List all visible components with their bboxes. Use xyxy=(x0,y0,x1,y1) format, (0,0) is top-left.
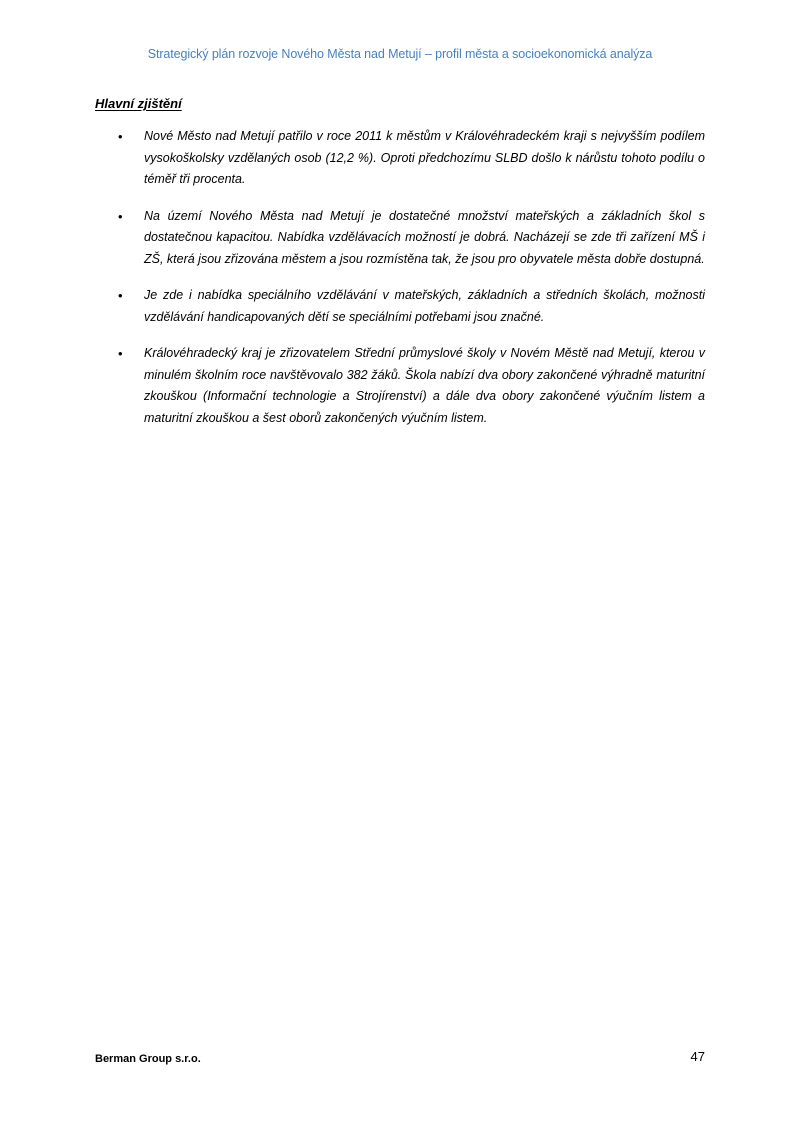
section-heading: Hlavní zjištění xyxy=(95,96,182,111)
finding-text: Nové Město nad Metují patřilo v roce 2011 k městům v Královéhradeckém kraji s nejvyšším podílem vysokoškolsky vzdělaných osob (12,2 %). Oproti předchozímu SLBD došlo k nárůstu tohoto podílu o téměř tři procenta. xyxy=(144,129,705,186)
bullet-icon: • xyxy=(118,288,123,303)
list-item xyxy=(95,206,705,271)
running-header: Strategický plán rozvoje Nového Města nad Metují – profil města a socioekonomická analýza xyxy=(147,47,653,61)
footer-company: Berman Group s.r.o. xyxy=(95,1053,201,1065)
list-item xyxy=(95,285,705,328)
finding-text: Na území Nového Města nad Metují je dostatečné množství mateřských a základních škol s dostatečnou kapacitou. Nabídka vzdělávacích možností je dobrá. Nacházejí se zde tři zařízení MŠ i ZŠ, která jsou zřizována městem a jsou rozmístěna tak, že jsou pro obyvatele města dobře dostupná. xyxy=(144,208,705,266)
bullet-icon: • xyxy=(118,129,123,144)
list-item xyxy=(95,343,705,429)
bullet-icon: • xyxy=(118,346,123,361)
findings-list xyxy=(95,126,705,444)
page-number: 47 xyxy=(690,1049,705,1064)
finding-text: Je zde i nabídka speciálního vzdělávání v mateřských, základních a středních školách, možnosti vzdělávání handicapovaných dětí se speciálními potřebami jsou značné. xyxy=(144,288,705,324)
list-item xyxy=(95,126,705,191)
bullet-icon: • xyxy=(118,208,123,224)
finding-text: Královéhradecký kraj je zřizovatelem Střední průmyslové školy v Novém Městě nad Metují, kterou v minulém školním roce navštěvovalo 382 žáků. Škola nabízí dva obory zakončené výhradně maturitní zkouškou (Informační technologie a Strojírenství) a dále dva obory zakončené výučním listem a maturitní zkouškou a šest oborů zakončených výučním listem. xyxy=(144,346,705,425)
